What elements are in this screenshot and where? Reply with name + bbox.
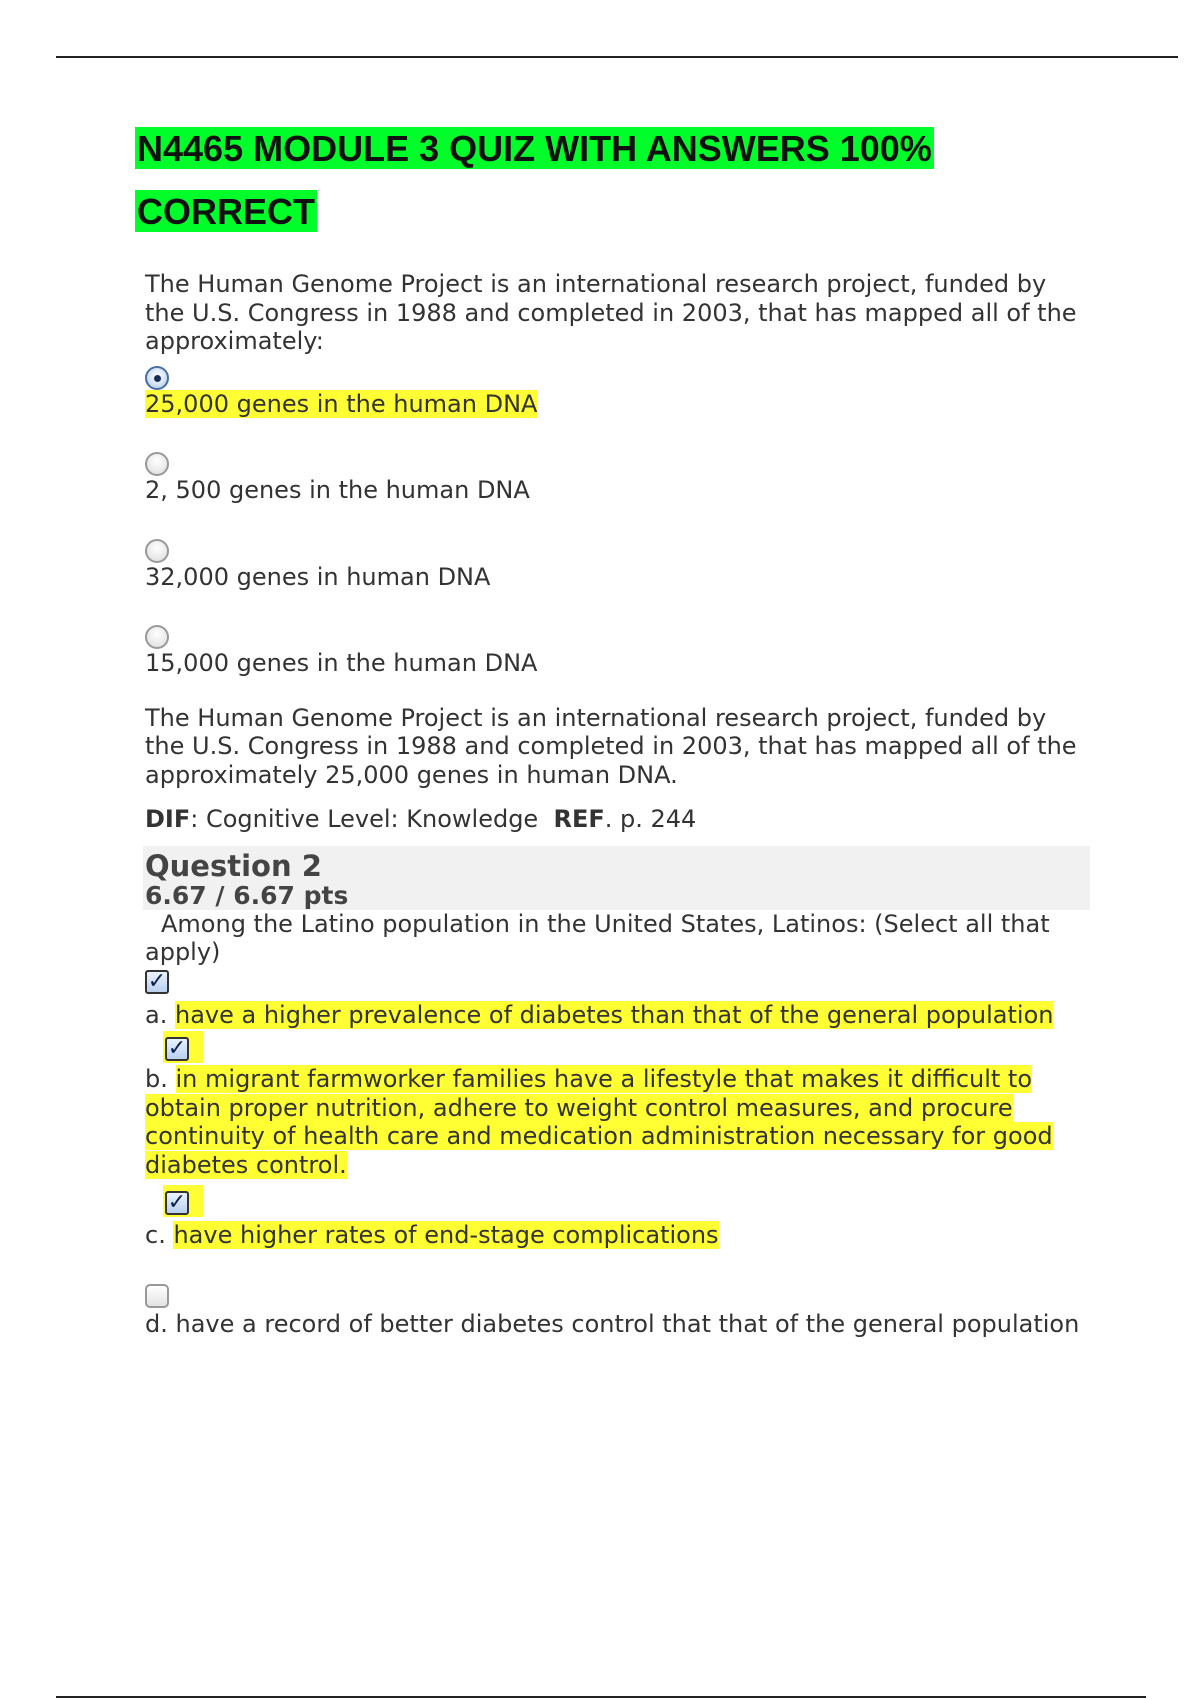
option-letter: a.	[145, 1000, 168, 1029]
document-title-line-1: N4465 MODULE 3 QUIZ WITH ANSWERS 100%	[137, 128, 932, 169]
question-1-reference	[145, 805, 1090, 834]
question-2-points: 6.67 / 6.67 pts	[145, 880, 349, 910]
option-label: have a record of better diabetes control that that of the general population	[175, 1309, 1080, 1338]
radio-unselected-icon[interactable]	[145, 452, 169, 476]
checkbox-unchecked-icon[interactable]	[145, 1284, 169, 1308]
ref-label: REF	[553, 805, 605, 833]
option-letter: d.	[145, 1309, 168, 1338]
bottom-rule	[56, 1696, 1146, 1698]
option-label: 2, 500 genes in the human DNA	[145, 476, 530, 504]
question-2-option[interactable]	[145, 1029, 1090, 1179]
option-label: 15,000 genes in the human DNA	[145, 649, 538, 677]
question-1-prompt: The Human Genome Project is an international research project, funded by the U.S. Congress in 1988 and completed in 2003, that has mapped all of the approximately:	[145, 270, 1077, 355]
option-label: have higher rates of end-stage complications	[173, 1221, 719, 1249]
option-letter: b.	[145, 1065, 168, 1093]
question-1-option[interactable]	[145, 444, 1090, 505]
question-2-option[interactable]	[145, 1183, 1090, 1250]
option-label: in migrant farmworker families have a lifestyle that makes it difficult to obtain proper nutrition, adhere to weight control measures, and procure continuity of health care and medication administration necessary for good diabetes control.	[145, 1065, 1053, 1179]
question-2-option[interactable]	[145, 1276, 1090, 1339]
question-1-option[interactable]	[145, 617, 1090, 678]
option-label: 25,000 genes in the human DNA	[145, 389, 538, 418]
question-1-rationale: The Human Genome Project is an international research project, funded by the U.S. Congress in 1988 and completed in 2003, that has mapped all of the approximately 25,000 genes in human DNA.	[145, 703, 1077, 789]
top-rule	[56, 56, 1178, 58]
question-1-option[interactable]	[145, 358, 1090, 419]
question-2-prompt: Among the Latino population in the United States, Latinos: (Select all that apply)	[145, 909, 1050, 966]
radio-selected-icon[interactable]	[145, 366, 169, 390]
dif-text: : Cognitive Level: Knowledge	[190, 805, 539, 833]
quiz-content	[145, 270, 1090, 1338]
checkbox-checked-icon[interactable]: ✓	[165, 1037, 189, 1061]
question-2-option[interactable]	[145, 967, 1090, 1030]
dif-label: DIF	[145, 805, 191, 833]
option-letter: c.	[145, 1221, 166, 1249]
document-title-line-2: CORRECT	[137, 191, 315, 232]
checkbox-checked-icon[interactable]: ✓	[165, 1191, 189, 1215]
ref-text: . p. 244	[604, 805, 697, 833]
checkbox-checked-icon[interactable]: ✓	[145, 970, 169, 994]
question-2-header	[143, 846, 1090, 910]
radio-unselected-icon[interactable]	[145, 539, 169, 563]
question-1-option[interactable]	[145, 531, 1090, 592]
option-label: have a higher prevalence of diabetes than that of the general population	[174, 1000, 1054, 1029]
question-2-title: Question 2	[145, 848, 322, 883]
option-label: 32,000 genes in human DNA	[145, 562, 491, 591]
radio-unselected-icon[interactable]	[145, 625, 169, 649]
